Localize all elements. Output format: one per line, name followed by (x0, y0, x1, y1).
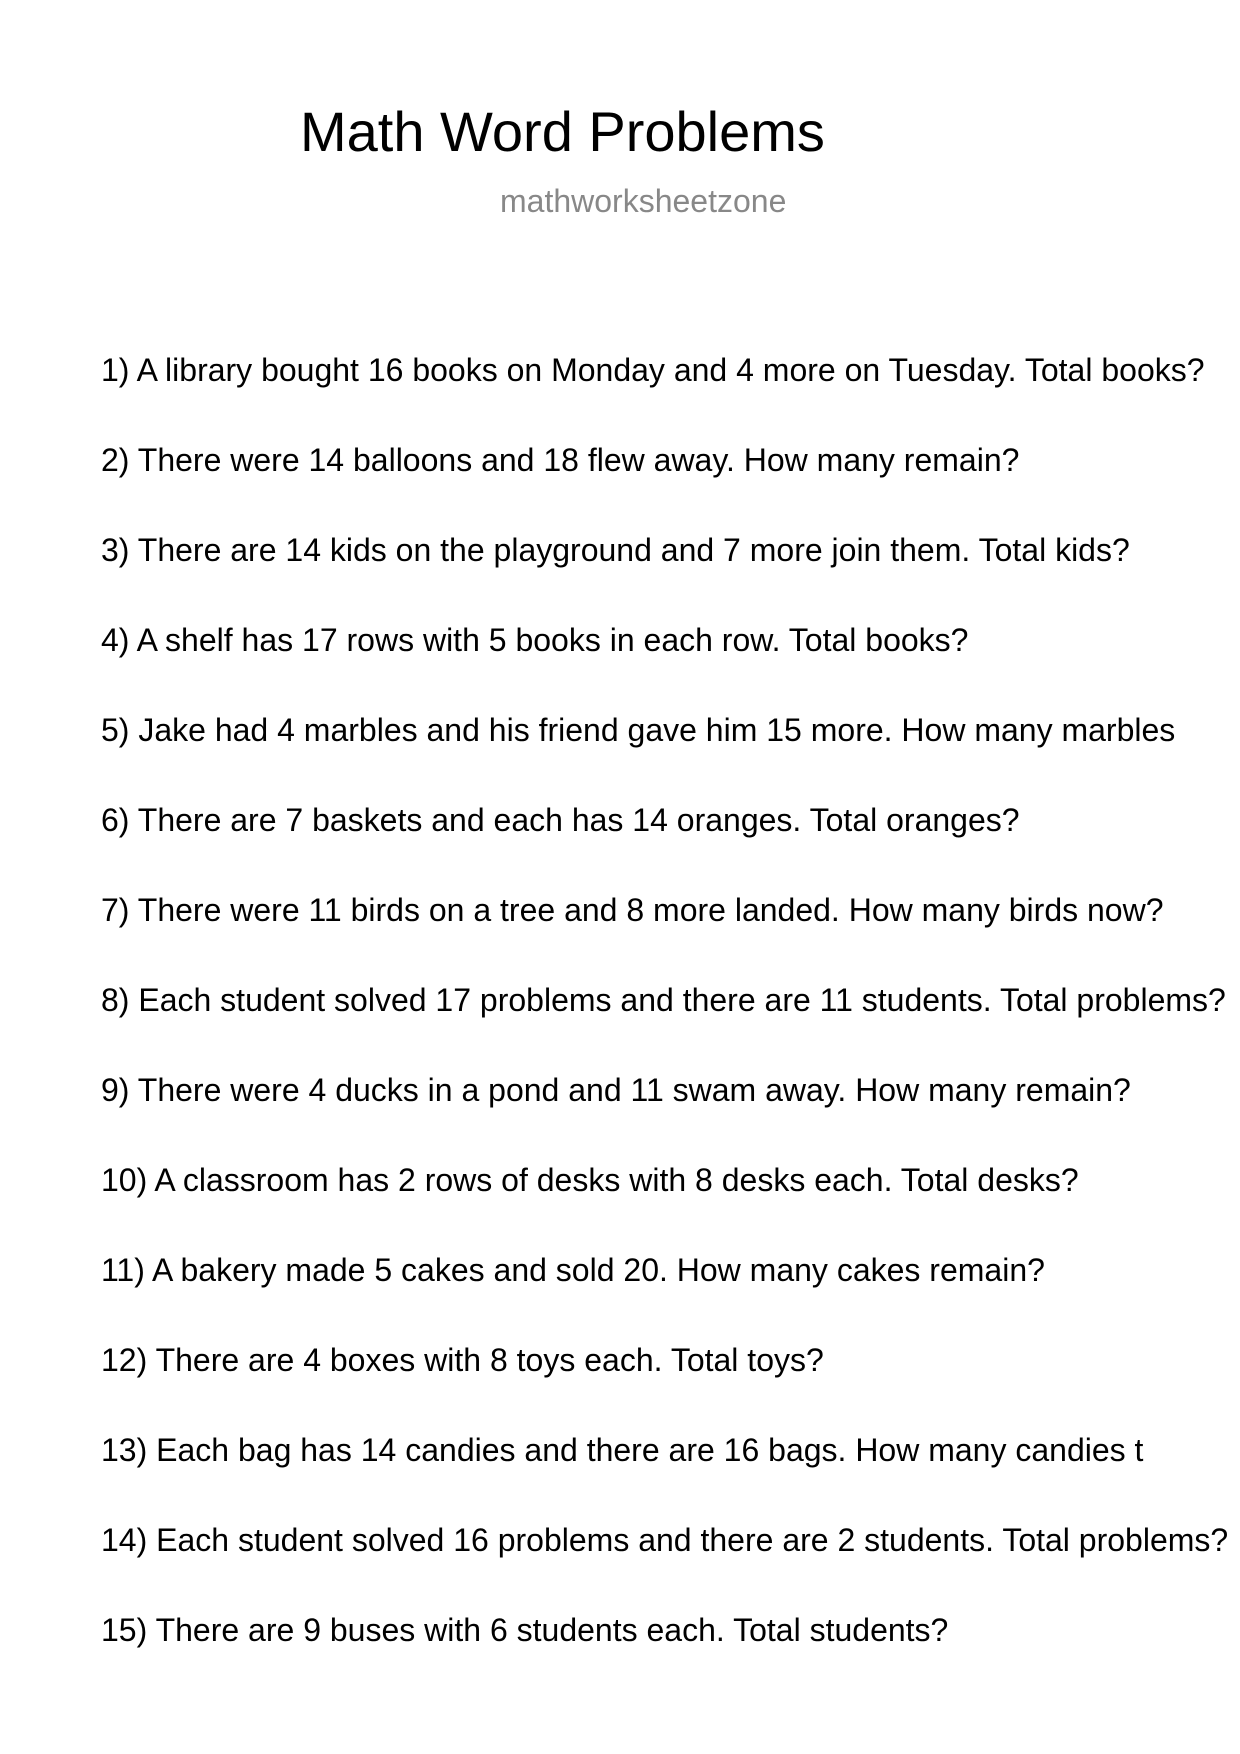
problem-7: 7) There were 11 birds on a tree and 8 more landed. How many birds now? (101, 892, 1164, 928)
problem-list (101, 350, 1228, 1700)
problem-14: 14) Each student solved 16 problems and there are 2 students. Total problems? (101, 1522, 1229, 1558)
page-title: Math Word Problems (300, 100, 825, 163)
problem-3: 3) There are 14 kids on the playground and 7 more join them. Total kids? (101, 532, 1130, 568)
problem-13: 13) Each bag has 14 candies and there are 16 bags. How many candies t (101, 1432, 1144, 1468)
problem-6: 6) There are 7 baskets and each has 14 oranges. Total oranges? (101, 802, 1020, 838)
problem-4: 4) A shelf has 17 rows with 5 books in each row. Total books? (101, 622, 969, 658)
problem-8: 8) Each student solved 17 problems and there are 11 students. Total problems? (101, 982, 1226, 1018)
problem-2: 2) There were 14 balloons and 18 flew away. How many remain? (101, 442, 1020, 478)
problem-10: 10) A classroom has 2 rows of desks with 8 desks each. Total desks? (101, 1162, 1079, 1198)
source-watermark: mathworksheetzone (500, 183, 787, 219)
problem-12: 12) There are 4 boxes with 8 toys each. Total toys? (101, 1342, 824, 1378)
problem-5: 5) Jake had 4 marbles and his friend gave him 15 more. How many marbles (101, 712, 1176, 748)
problem-1: 1) A library bought 16 books on Monday and 4 more on Tuesday. Total books? (101, 352, 1205, 388)
problem-9: 9) There were 4 ducks in a pond and 11 swam away. How many remain? (101, 1072, 1131, 1108)
problem-15: 15) There are 9 buses with 6 students each. Total students? (101, 1612, 949, 1648)
problem-11: 11) A bakery made 5 cakes and sold 20. How many cakes remain? (101, 1252, 1045, 1288)
